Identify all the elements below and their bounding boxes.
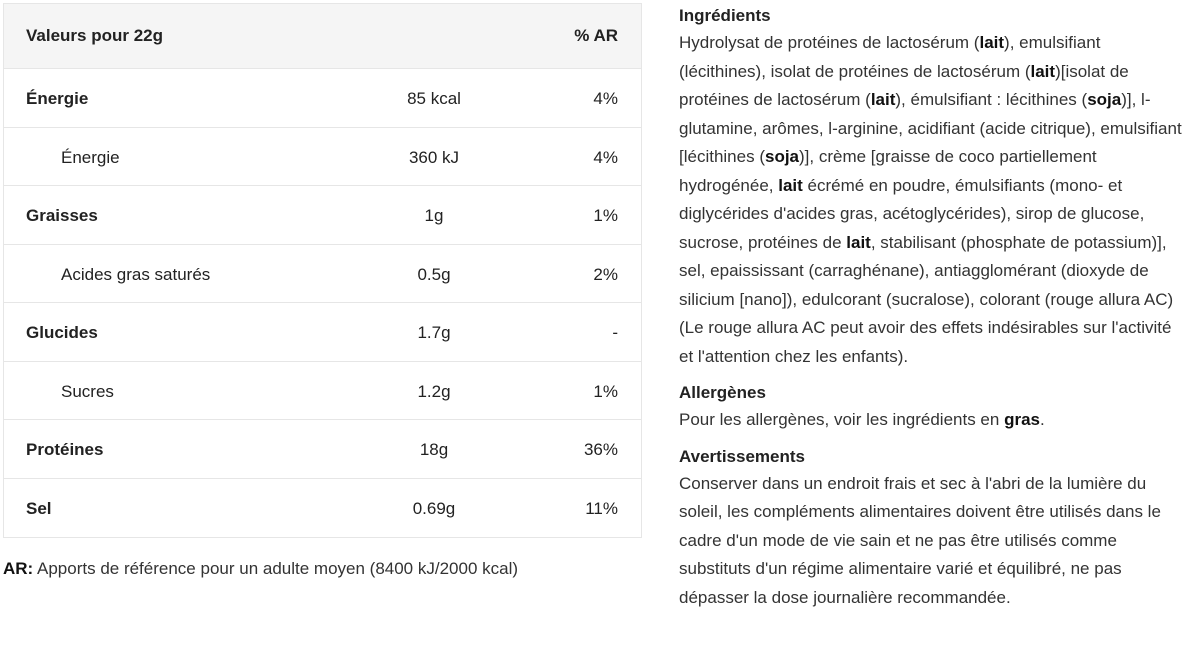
table-row [4, 420, 641, 479]
nutrition-table [3, 3, 642, 538]
nutrition-table-header [4, 4, 641, 69]
nutrient-value: 18g [419, 440, 449, 459]
allergens-section [679, 380, 1189, 435]
table-row [4, 186, 641, 245]
nutrient-name: Glucides [26, 323, 98, 342]
nutrient-ar: 11% [585, 498, 618, 518]
allergens-title: Allergènes [679, 383, 766, 402]
nutrient-value: 85 kcal [407, 89, 461, 108]
nutrient-value: 0.69g [412, 498, 456, 518]
nutrient-ar: 1% [593, 206, 618, 225]
table-row [4, 69, 641, 128]
ingredients-title: Ingrédients [679, 6, 771, 25]
nutrient-ar: 1% [593, 381, 618, 401]
header-ar-label: % AR [574, 26, 618, 45]
table-row [4, 128, 641, 187]
warnings-title: Avertissements [679, 446, 805, 466]
nutrient-name: Protéines [26, 440, 104, 459]
nutrient-value: 360 kJ [408, 147, 460, 167]
product-info [679, 3, 1189, 621]
ar-footnote-text: Apports de référence pour un adulte moyen (8400 kJ/2000 kcal) [33, 559, 519, 578]
nutrient-name: Sucres [61, 381, 114, 401]
ingredients-section [679, 3, 1189, 371]
nutrient-ar: 4% [593, 89, 618, 108]
table-row [4, 245, 641, 304]
warnings-text: Conserver dans un endroit frais et sec à l'abri de la lumière du soleil, les compléments alimentaires doivent être utilisés dans le cadre d'un mode de vie sain et ne pas être utilisés comme substituts d'un régime alimentaire varié et équilibré, ne pas dépasser la dose journalière recommandée. [679, 473, 1161, 607]
nutrient-name: Énergie [26, 89, 89, 108]
ingredients-text: Hydrolysat de protéines de lactosérum (lait), emulsifiant (lécithines), isolat de protéines de lactosérum (lait)[isolat de protéines de lactosérum (lait), émulsifiant : lécithines (soja)], l-glutamine, arômes, l-arginine, acidifiant (acide citrique), emulsifiant [lécithines (soja)], crème [graisse de coco partiellement hydrogénée, lait écrémé en poudre, émulsifiants (mono- et diglycérides d'acides gras, acétoglycérides), sirop de glucose, sucrose, protéines de lait, stabilisant (phosphate de potassium)], sel, epaississant (carraghénane), antiagglomérant (dioxyde de silicium [nano]), edulcorant (sucralose), colorant (rouge allura AC) (Le rouge allura AC peut avoir des effets indésirables sur l'activité et l'attention chez les enfants). [679, 33, 1182, 366]
header-serving-label: Valeurs pour 22g [26, 26, 163, 45]
nutrient-name: Énergie [61, 147, 120, 167]
nutrient-name: Graisses [26, 206, 98, 225]
ar-footnote-label: AR: [3, 559, 34, 578]
nutrient-name: Acides gras saturés [61, 264, 211, 284]
warnings-section [679, 444, 1189, 613]
nutrient-ar: - [612, 323, 618, 342]
nutrient-name: Sel [26, 498, 52, 518]
nutrient-ar: 36% [583, 440, 618, 459]
table-row [4, 303, 641, 362]
nutrient-ar: 2% [593, 264, 618, 284]
ar-footnote [3, 559, 518, 579]
table-row [4, 362, 641, 421]
nutrient-value: 1.7g [417, 323, 451, 342]
nutrient-value: 0.5g [417, 264, 451, 284]
nutrient-ar: 4% [593, 147, 618, 167]
nutrient-value: 1g [424, 206, 444, 225]
allergens-text: Pour les allergènes, voir les ingrédients en gras. [679, 410, 1045, 429]
nutrient-value: 1.2g [417, 381, 451, 401]
table-row [4, 479, 641, 538]
